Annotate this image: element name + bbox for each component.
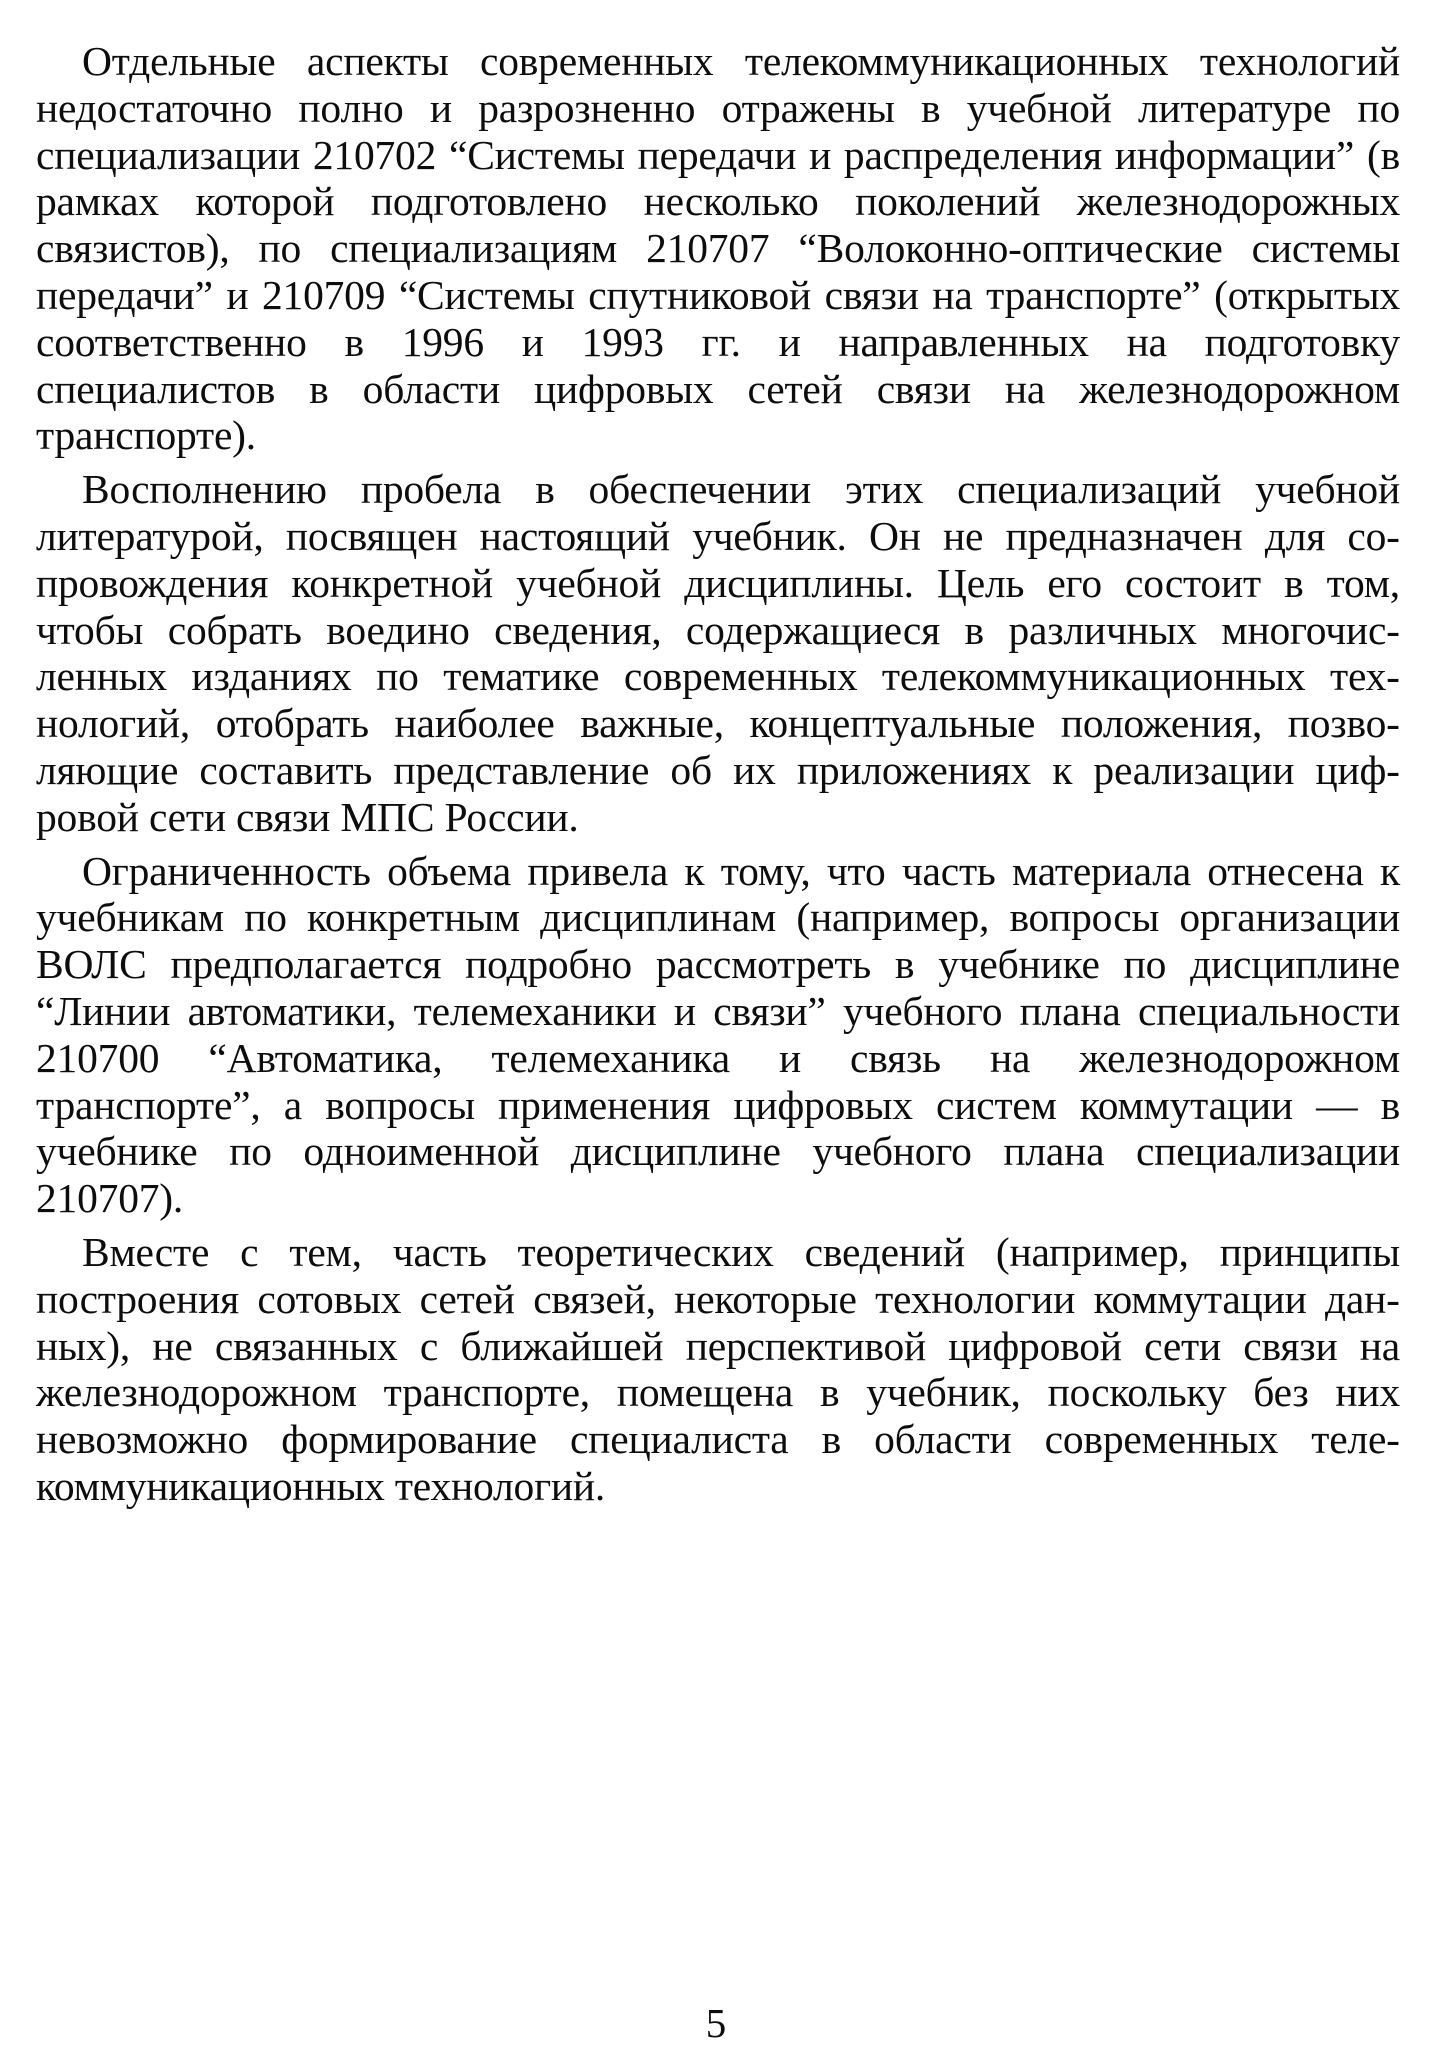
page-number: 5 bbox=[705, 2000, 727, 2046]
body-text bbox=[36, 38, 1400, 1510]
paragraph-2: Восполнению пробела в обеспечении этих специализаций учебной литературой, посвящен настоящий учебник. Он не предназначен для сопровождения конкретной учебной дисциплины. Цель его состоит в том, чтобы собрать воедино сведения, содержащиеся в различных многочисленных изданиях по тематике современных телекоммуникационных технологий, отобрать наиболее важные, концептуальные положения, позволяющие составить представление об их приложениях к реализации цифровой сети связи МПС России. bbox=[36, 466, 1400, 840]
paragraph-3: Ограниченность объема привела к тому, что часть материала отнесена к учебникам по конкретным дисциплинам (например, вопросы организации ВОЛС предполагается подробно рассмотреть в учебнике по дисциплине “Линии автоматики, телемеханики и связи” учебного плана специальности 210700 “Автоматика, телемеханика и связь на железнодорожном транспорте”, а вопросы применения цифровых систем коммутации — в учебнике по одноименной дисциплине учебного плана специализации 210707). bbox=[36, 847, 1400, 1222]
paragraph-1: Отдельные аспекты современных телекоммуникационных технологий недостаточно полно и разрозненно отражены в учебной литературе по специализации 210702 “Системы передачи и распределения информации” (в рамках которой подготовлено несколько поколений железнодорожных связистов), по специализациям 210707 “Волоконно-оптические системы передачи” и 210709 “Системы спутниковой связи на транспорте” (открытых соответственно в 1996 и 1993 гг. и направленных на подготовку специалистов в области цифровых сетей связи на железнодорожном транспорте). bbox=[36, 38, 1400, 459]
paragraph-4: Вместе с тем, часть теоретических сведений (например, принципы построения сотовых сетей связей, некоторые технологии коммутации данных), не связанных с ближайшей перспективой цифровой сети связи на железнодорожном транспорте, помещена в учебник, поскольку без них невозможно формирование специалиста в области современных телекоммуникационных технологий. bbox=[36, 1228, 1400, 1509]
